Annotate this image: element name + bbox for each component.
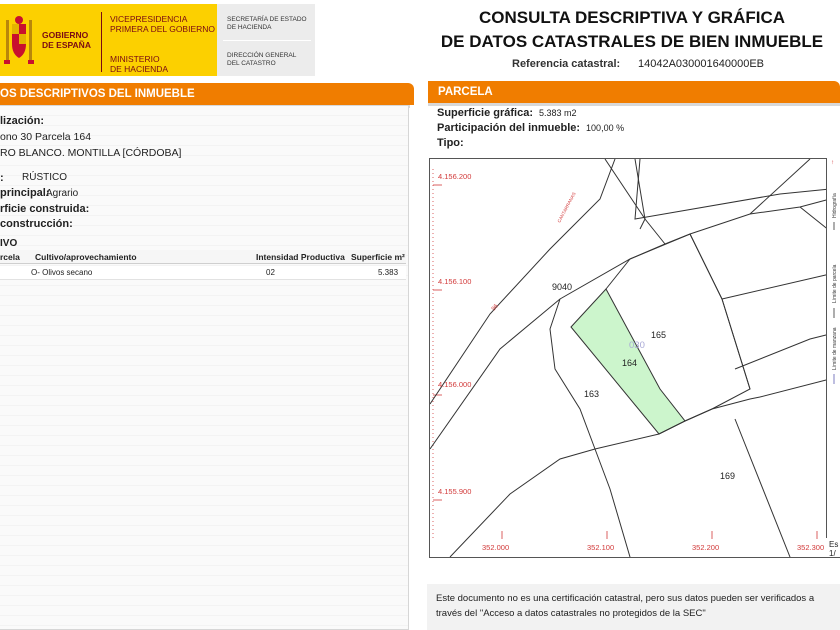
use-value: Agrario	[46, 188, 79, 199]
table-row	[0, 266, 406, 280]
coat-of-arms-icon	[2, 14, 36, 68]
legend-canvas	[827, 158, 840, 538]
road-number: 96	[490, 303, 500, 313]
parcel-number-label: 169	[720, 471, 736, 481]
note-line-1: Este documento no es una certificación catastral, pero sus datos pueden ser verificados a	[436, 593, 815, 604]
north-arrow-icon: ↑	[831, 160, 834, 166]
surface-label: Superficie gráfica:	[437, 107, 533, 119]
surface-value: 5.383 m2	[538, 108, 577, 118]
legend-parcela: Límite de parcela	[832, 264, 838, 303]
gov-name: GOBIERNO DE ESPAÑA	[42, 30, 91, 50]
class-value: RÚSTICO	[22, 172, 67, 183]
cultivo-table-header	[0, 250, 406, 264]
legend-hidrografia: Hidrografía	[832, 193, 838, 218]
direccion-label: DIRECCIÓN GENERAL DEL CATASTRO	[227, 52, 297, 67]
parcel-number-label: 165	[651, 330, 667, 340]
reference-value: 14042A030001640000EB	[638, 58, 765, 70]
logo-divider	[101, 12, 102, 72]
government-logo	[0, 4, 217, 76]
tipo-label: Tipo:	[437, 137, 464, 149]
document-title: CONSULTA DESCRIPTIVA Y GRÁFICA DE DATOS CATASTRALES DE BIEN INMUEBLE	[440, 8, 824, 51]
built-surface-label: rficie construida:	[0, 203, 90, 215]
parcel-number-label: 163	[584, 389, 600, 399]
col-intensidad: Intensidad Productiva	[256, 252, 345, 262]
verification-note	[427, 584, 840, 630]
location-label: lización:	[0, 115, 45, 127]
use-label: principal:	[0, 187, 50, 199]
y-coordinate-label: 4.156.000	[438, 380, 472, 389]
cell-superficie: 5.383	[378, 268, 399, 277]
descriptive-data-header: OS DESCRIPTIVOS DEL INMUEBLE	[0, 83, 414, 105]
parcel-header: PARCELA	[428, 81, 840, 103]
poligono-label: 030	[629, 340, 645, 351]
cultivo-label: IVO	[0, 238, 18, 249]
parcel-number-label: 164	[622, 358, 638, 368]
surface-row	[437, 107, 577, 119]
road-label: CANTARRANAS	[556, 191, 577, 224]
map-canvas	[430, 159, 840, 558]
ministry-label: MINISTERIO DE HACIENDA	[110, 54, 169, 74]
scale-label: Es 1/	[829, 540, 839, 558]
location-line-1: ono 30 Parcela 164	[0, 131, 92, 143]
participation-value: 100,00 %	[586, 123, 625, 133]
participation-row	[437, 122, 624, 134]
note-line-2: través del "Acceso a datos catastrales no protegidos de la SEC"	[436, 608, 706, 619]
participation-label: Participación del inmueble:	[437, 122, 581, 134]
cell-intensidad: 02	[266, 268, 275, 277]
col-cultivo: Cultivo/aprovechamiento	[35, 252, 137, 262]
vicepresidencia-label: VICEPRESIDENCIA PRIMERA DEL GOBIERNO	[110, 14, 216, 34]
reference-label: Referencia catastral:	[512, 58, 621, 70]
secretaria-divider	[223, 40, 311, 41]
construction-year-label: construcción:	[0, 218, 73, 230]
col-subparcela: rcela	[0, 252, 20, 262]
x-coordinate-label: 352.100	[587, 543, 615, 552]
location-line-2: RO BLANCO. MONTILLA [CÓRDOBA]	[0, 147, 182, 159]
parcel-number-label: 9040	[552, 282, 573, 292]
secretaria-block	[217, 4, 315, 76]
cadastral-map[interactable]	[429, 158, 840, 558]
map-legend	[826, 158, 840, 538]
x-coordinate-label: 352.300	[797, 543, 825, 552]
legend-manzana: Límite de manzana	[832, 327, 838, 370]
class-label: :	[0, 172, 4, 184]
secretaria-label: SECRETARÍA DE ESTADO DE HACIENDA	[227, 16, 307, 31]
y-coordinate-label: 4.156.100	[438, 277, 472, 286]
descriptive-panel	[0, 106, 409, 630]
cell-cultivo: O- Olivos secano	[31, 268, 93, 277]
tipo-row	[437, 137, 464, 149]
y-coordinate-label: 4.155.900	[438, 487, 472, 496]
cadastral-reference	[512, 58, 765, 70]
x-coordinate-label: 352.200	[692, 543, 720, 552]
x-coordinate-label: 352.000	[482, 543, 510, 552]
y-coordinate-label: 4.156.200	[438, 172, 472, 181]
bar-shadow	[428, 103, 840, 106]
col-superficie: Superficie m²	[351, 252, 405, 262]
